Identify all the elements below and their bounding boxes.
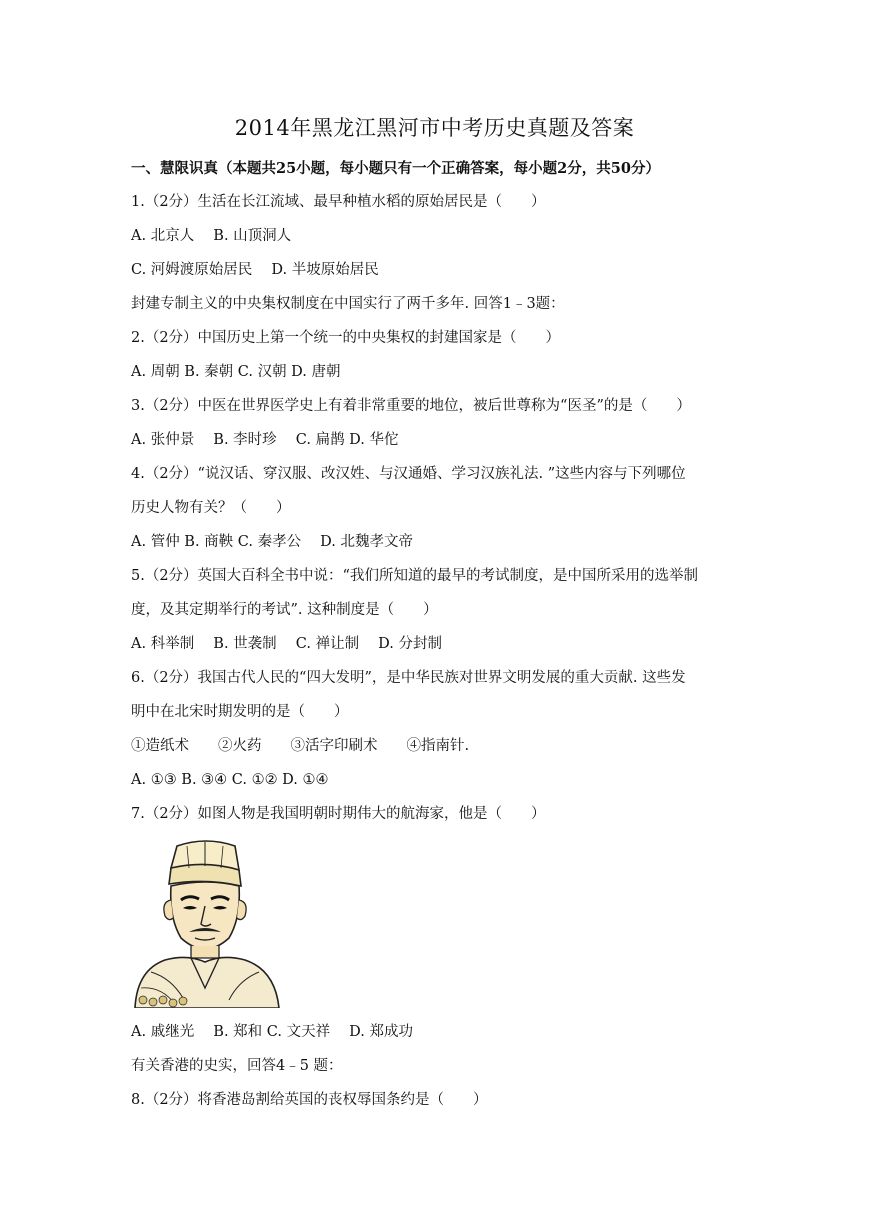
answer-options-line: A. ①③ B. ③④ C. ①② D. ①④ <box>131 772 329 788</box>
question-line: 4.（2分）“说汉话、穿汉服、改汉姓、与汉通婚、学习汉族礼法. ”这些内容与下列哪位 <box>131 466 686 482</box>
question-line: 2.（2分）中国历史上第一个统一的中央集权的封建国家是（ ） <box>131 330 561 346</box>
answer-options-line: A. 戚继光 B. 郑和 C. 文天祥 D. 郑成功 <box>131 1024 414 1040</box>
choice-items-line: ①造纸术 ②火药 ③活字印刷术 ④指南针. <box>131 738 470 754</box>
answer-options-line: A. 北京人 B. 山顶洞人 <box>131 228 292 244</box>
question-line-continued: 度，及其定期举行的考试”. 这种制度是（ ） <box>131 602 438 618</box>
question-line-continued: 明中在北宋时期发明的是（ ） <box>131 704 349 720</box>
instruction-line: 封建专制主义的中央集权制度在中国实行了两千多年. 回答1﹣3题： <box>131 296 565 312</box>
answer-options-line: A. 周朝 B. 秦朝 C. 汉朝 D. 唐朝 <box>131 364 341 380</box>
question-line-continued: 历史人物有关？（ ） <box>131 500 291 516</box>
answer-options-line: A. 管仲 B. 商鞅 C. 秦孝公 D. 北魏孝文帝 <box>131 534 414 550</box>
question-line: 8.（2分）将香港岛割给英国的丧权辱国条约是（ ） <box>131 1092 488 1108</box>
section-heading: 一、慧限识真（本题共25小题，每小题只有一个正确答案，每小题2分，共50分） <box>131 160 660 177</box>
question-line: 6.（2分）我国古代人民的“四大发明”，是中华民族对世界文明发展的重大贡献. 这些发 <box>131 670 686 686</box>
question-line: 1.（2分）生活在长江流域、最早种植水稻的原始居民是（ ） <box>131 194 546 210</box>
question-line: 5.（2分）英国大百科全书中说：“我们所知道的最早的考试制度，是中国所采用的选举制 <box>131 568 698 584</box>
answer-options-line: A. 张仲景 B. 李时珍 C. 扁鹊 D. 华佗 <box>131 432 399 448</box>
answer-options-line: C. 河姆渡原始居民 D. 半坡原始居民 <box>131 262 379 278</box>
answer-options-line: A. 科举制 B. 世袭制 C. 禅让制 D. 分封制 <box>131 636 443 652</box>
page-title: 2014年黑龙江黑河市中考历史真题及答案 <box>234 116 635 140</box>
instruction-line: 有关香港的史实，回答4﹣5 题： <box>131 1058 343 1074</box>
navigator-portrait-icon <box>131 838 281 1008</box>
question-line: 3.（2分）中医在世界医学史上有着非常重要的地位，被后世尊称为“医圣”的是（ ） <box>131 398 691 414</box>
question-line: 7.（2分）如图人物是我国明朝时期伟大的航海家，他是（ ） <box>131 806 546 822</box>
